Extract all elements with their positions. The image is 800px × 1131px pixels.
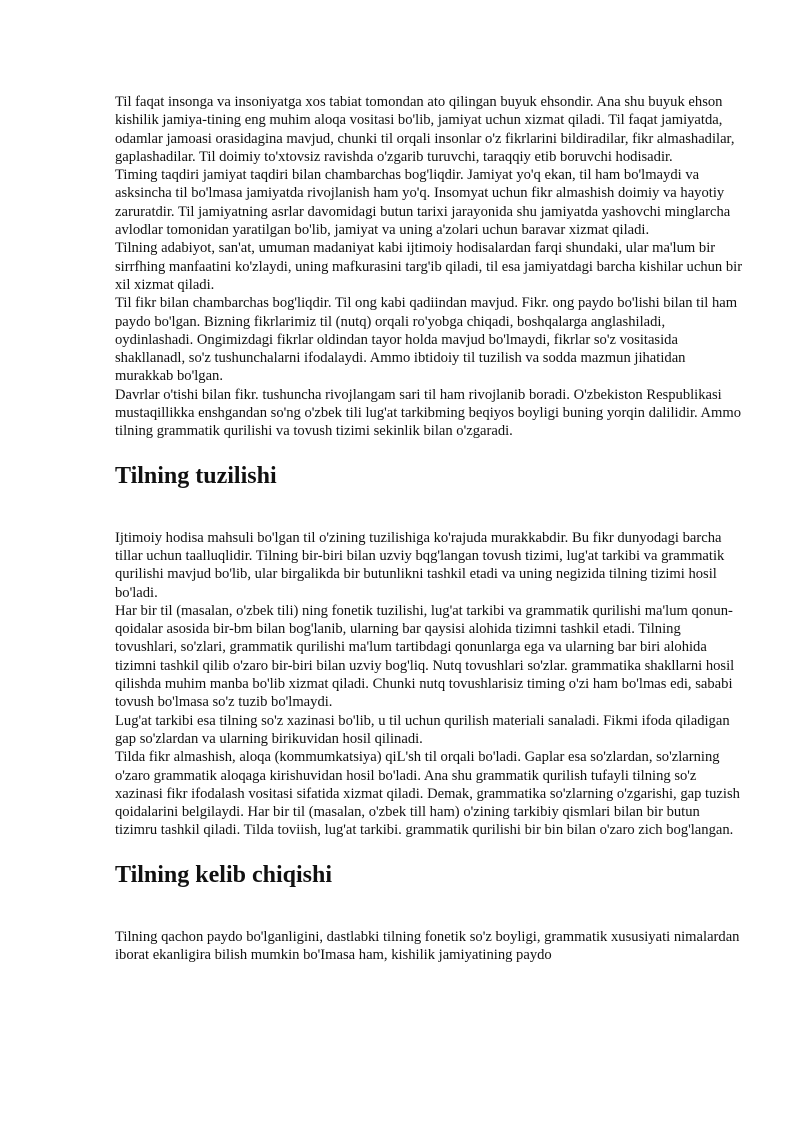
paragraph: Ijtimoiy hodisa mahsuli bo'lgan til o'zining tuzilishiga ko'rajuda murakkabdir. Bu fikr dunyodagi barcha tillar uchun taalluqlidir. Tilning bir-biri bilan uzviy bqg'langan tovush tizimi, lug'at tarkibi va grammatik qurilishi mavjud bo'lib, ular birgalikda bir butunlikni tashkil etadi va uning negizida tilning tizimi hosil bo'ladi. [115, 529, 725, 601]
paragraph: Davrlar o'tishi bilan fikr. tushuncha rivojlangam sari til ham rivojlanib boradi. O'zbekiston Respublikasi mustaqillikka enshgandan so'ng o'zbek tili lug'at tarkibming beqiyos boyligi buning yorqin dalilidir. Ammo tilning grammatik qurilishi va tovush tizimi sekinlik bilan o'zgaradi. [115, 386, 742, 440]
paragraph: Timing taqdiri jamiyat taqdiri bilan chambarchas bog'liqdir. Jamiyat yo'q ekan, til ham bo'lmaydi va asksincha til bo'lmasa jamiyatda rivojlanish ham yo'q. Insomyat uchun fikr almashish doimiy va hayotiy zaruratdir. Til jamiyatning asrlar davomidagi butun tarixi jarayonida shu jamiyatda yashovchi minglarcha avlodlar tomonidan yaratilgan bo'lib, jamiyat va uning a'zolari uchun baravar xizmat qiladi. [115, 167, 731, 239]
section-tuzilishi [115, 529, 745, 840]
paragraph: Tilning qachon paydo bo'lganligini, dastlabki tilning fonetik so'z boyligi, grammatik xususiyati nimalardan iborat ekanligira bilish mumkin bo'Imasa ham, kishilik jamiyatining paydo [115, 928, 740, 963]
section-heading-kelib-chiqishi: Tilning kelib chiqishi [115, 861, 332, 888]
section-heading-tuzilishi: Tilning tuzilishi [115, 462, 277, 489]
paragraph: Har bir til (masalan, o'zbek tili) ning fonetik tuzilishi, lug'at tarkibi va grammatik qurilishi ma'lum qonun-qoidalar asosida bir-bm bilan bog'lanib, ularning bar qaysisi alohida tizimni tashkil etadi. Tilning tovushlari, so'zlari, grammatik qurilishi ma'lum tartibdagi qonunlarga ega va ularning bar biri alohida tizimni tashkil qilib o'zaro bir-biri bilan uzviy bog'liq. Nutq tovushlari so'zlar. grammatika shakllarni hosil qilishda muhim manba bo'lib xizmat qiladi. Chunki nutq tovushlarisiz timing o'zi ham bo'lmas edi, sababi tovush bo'lmasa so'z tuzib bo'lmaydi. [115, 602, 735, 711]
paragraph: Til faqat insonga va insoniyatga xos tabiat tomondan ato qilingan buyuk ehsondir. Ana shu buyuk ehson kishilik jamiya-tining eng muhim aloqa vositasi bo'lib, jamiyat uchun xizmat qiladi. Til faqat jamiyatda, odamlar jamoasi orasidagina mavjud, chunki til orqali insonlar o'z fikrlarini bildiradilar, fikr almashadilar, gaplashadilar. Til doimiy to'xtovsiz ravishda o'zgarib turuvchi, taraqqiy etib boruvchi hodisadir. [115, 94, 735, 165]
section-kelib-chiqishi [115, 928, 745, 965]
paragraph: Lug'at tarkibi esa tilning so'z xazinasi bo'lib, u til uchun qurilish materiali sanaladi. Fikmi ifoda qiladigan gap so'zlardan va ularning birikuvidan hosil qilinadi. [115, 712, 730, 747]
paragraph: Tilda fikr almashish, aloqa (kommumkatsiya) qiL'sh til orqali bo'ladi. Gaplar esa so'zlardan, so'zlarning o'zaro grammatik aloqaga kirishuvidan hosil bo'ladi. Ana shu grammatik qurilish tufayli tilning so'z xazinasi fikr ifodalash vositasi sifatida xizmat qiladi. Demak, grammatika so'zlarning o'zgarishi, gap tuzish qoidalarini belgilaydi. Har bir til (masalan, o'zbek till ham) o'zining tarkibiy qismlari bilan bir butun tizimru tashkil qiladi. Tilda toviish, lug'at tarkibi. grammatik qurilishi bir bin bilan o'zaro zich bog'langan. [115, 749, 740, 839]
document-body [115, 93, 745, 964]
section-intro [115, 93, 745, 441]
paragraph: Tilning adabiyot, san'at, umuman madaniyat kabi ijtimoiy hodisalardan farqi shundaki, ular ma'lum bir sirrfhing manfaatini ko'zlaydi, uning mafkurasini targ'ib qiladi, til esa jamiyatdagi barcha kishilar uchun bir xil xizmat qiladi. [115, 240, 743, 293]
paragraph: Til fikr bilan chambarchas bog'liqdir. Til ong kabi qadiindan mavjud. Fikr. ong paydo bo'lishi bilan til ham paydo bo'lgan. Bizning fikrlarimiz til (nutq) orqali ro'yobga chiqadi, boshqalarga anglashiladi, oydinlashadi. Ongimizdagi fikrlar oldindan tayor holda mavjud bo'lmaydi, fikrlar so'z vositasida shakllanadl, so'z tushunchalarni ifodalaydi. Ammo ibtidoiy til tuzilish va sodda mazmun jihatidan murakkab bo'lgan. [115, 295, 738, 385]
